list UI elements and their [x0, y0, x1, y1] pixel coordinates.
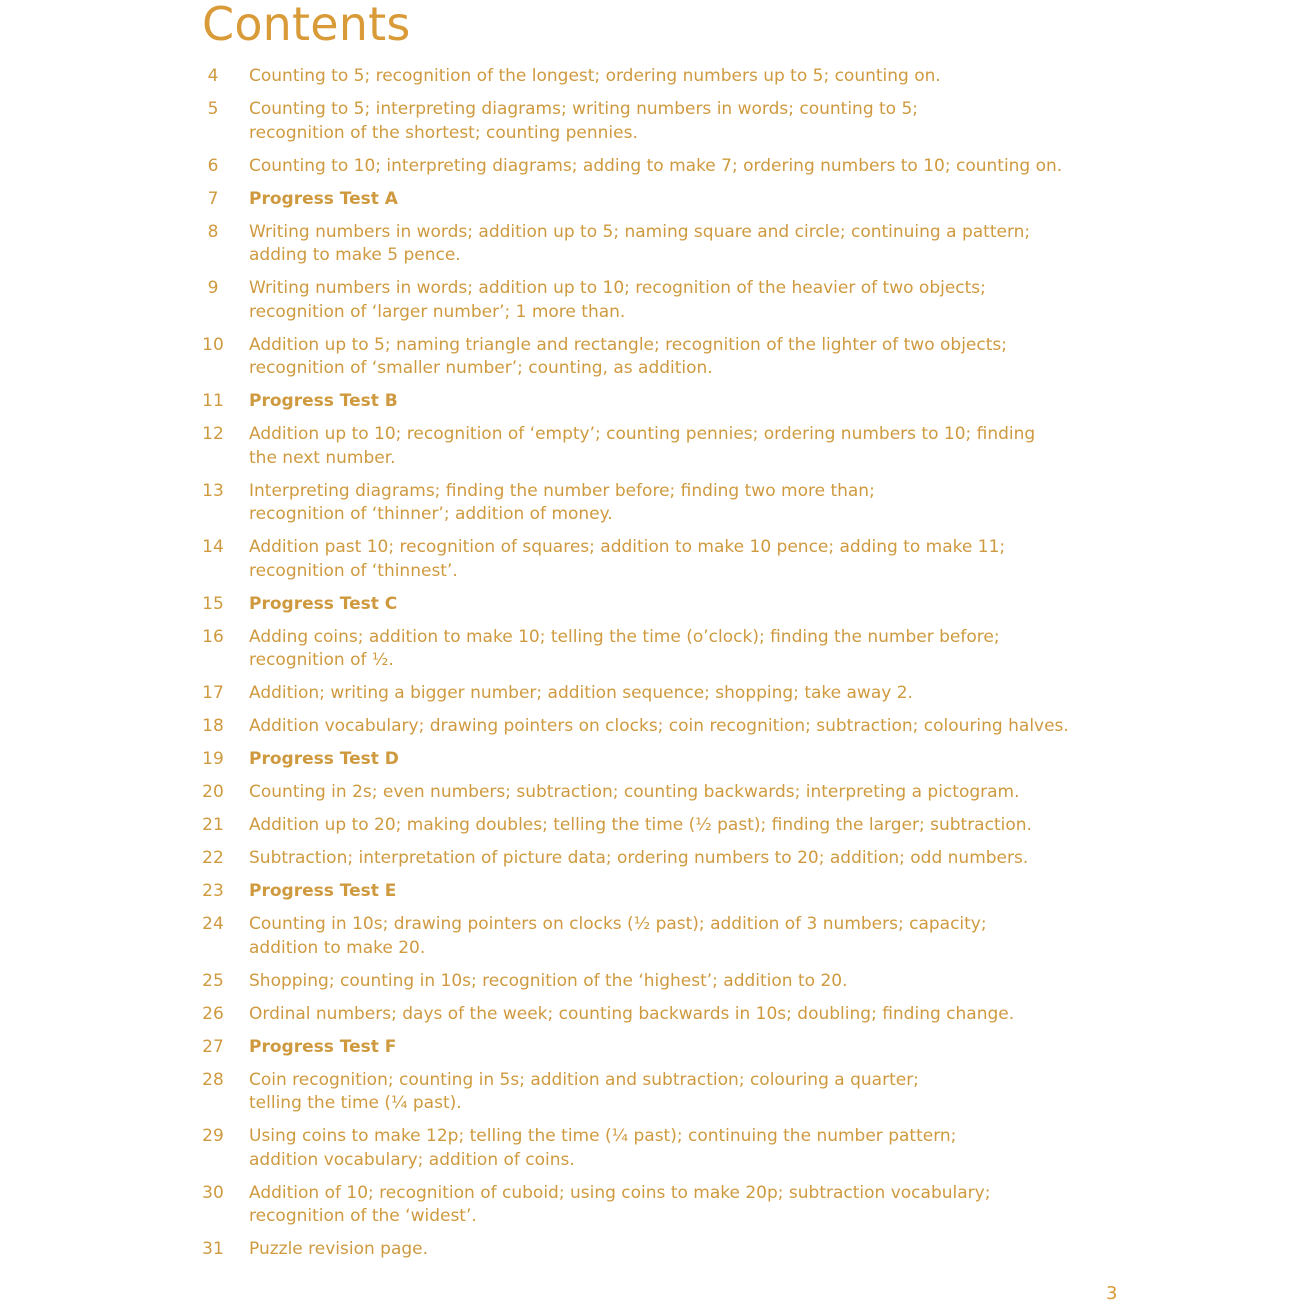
toc-page-number — [200, 536, 249, 560]
toc-entry-text: Counting to 5; interpreting diagrams; writing numbers in words; counting to 5; recognition of the shortest; counting pennies. — [249, 99, 919, 143]
toc-page-number — [200, 65, 249, 89]
toc-entry — [200, 1125, 1210, 1172]
toc-entry-text: Shopping; counting in 10s; recognition of the ‘highest’; addition to 20. — [249, 970, 848, 991]
toc-page-number — [200, 334, 249, 358]
toc-page-number — [200, 970, 249, 994]
toc-entry-text: Addition up to 20; making doubles; telling the time (½ past); finding the larger; subtraction. — [249, 815, 1032, 835]
toc-entry-text: Progress Test E — [249, 881, 397, 901]
page-number: 3 — [1106, 1283, 1118, 1304]
toc-page-number-label: 14 — [202, 537, 224, 557]
toc-page-number — [200, 715, 249, 739]
toc-page-number-label: 4 — [207, 66, 219, 86]
toc-entry — [200, 970, 1210, 994]
toc-entry — [200, 814, 1210, 838]
toc-entry-text: Addition up to 10; recognition of ‘empty’; counting pennies; ordering numbers to 10; finding the next number. — [249, 424, 1036, 468]
toc-page-number — [200, 814, 249, 838]
toc-entry-text: Coin recognition; counting in 5s; addition and subtraction; colouring a quarter; telling the time (¼ past). — [249, 1069, 919, 1113]
toc-entry-text: Using coins to make 12p; telling the time (¼ past); continuing the number pattern; addition vocabulary; addition of coins. — [249, 1126, 957, 1170]
toc-entry-text: Addition past 10; recognition of squares; addition to make 10 pence; adding to make 11; recognition of ‘thinnest’. — [249, 537, 1006, 581]
toc-page-number-label: 21 — [202, 815, 224, 835]
toc-entry — [200, 334, 1210, 381]
toc-entry — [200, 155, 1210, 179]
toc-entry-text: Adding coins; addition to make 10; telling the time (o’clock); finding the number before; recognition of ½. — [249, 626, 1000, 670]
toc-entry-text: Progress Test D — [249, 749, 399, 769]
toc-entry-progress-test — [200, 880, 1210, 904]
toc-page-number-label: 15 — [202, 593, 224, 614]
toc-entry — [200, 480, 1210, 527]
toc-entry-text: Progress Test A — [249, 188, 398, 209]
toc-page-number — [200, 221, 249, 245]
toc-page-number-label: 18 — [202, 716, 224, 736]
toc-entry-text: Writing numbers in words; addition up to 5; naming square and circle; continuing a pattern; adding to make 5 pence. — [249, 221, 1031, 265]
toc-entry — [200, 626, 1210, 673]
toc-entry — [200, 847, 1210, 871]
toc-page-number-label: 24 — [202, 914, 224, 934]
toc-page-number — [200, 748, 249, 772]
toc-page-number — [200, 1003, 249, 1027]
toc-page-number — [200, 1182, 249, 1206]
toc-entry-progress-test — [200, 390, 1210, 414]
toc-page-number-label: 23 — [202, 881, 224, 901]
toc-entry — [200, 1238, 1210, 1262]
toc-page-number-label: 16 — [202, 626, 224, 647]
toc-page-number-label: 19 — [202, 749, 224, 769]
toc-entry — [200, 1182, 1210, 1229]
toc-entry-text: Addition up to 5; naming triangle and rectangle; recognition of the lighter of two objects; recognition of ‘smaller number’; counting, as addition. — [249, 334, 1007, 378]
toc-entry-text: Puzzle revision page. — [249, 1239, 429, 1259]
toc-page-number — [200, 626, 249, 650]
toc-page-number-label: 12 — [202, 424, 224, 444]
toc-entry-text: Progress Test B — [249, 391, 398, 411]
toc-page-number-label: 29 — [202, 1126, 224, 1146]
toc-page-number — [200, 277, 249, 301]
toc-page-number — [200, 1125, 249, 1149]
toc-page-number-label: 13 — [202, 480, 224, 501]
toc-entry-text: Counting in 2s; even numbers; subtraction; counting backwards; interpreting a pictogram. — [249, 782, 1020, 802]
toc-entry-progress-test — [200, 1036, 1210, 1060]
toc-page-number-label: 26 — [202, 1003, 224, 1024]
toc-page-number — [200, 682, 249, 706]
toc-entry-progress-test — [200, 748, 1210, 772]
toc-entry — [200, 65, 1210, 89]
toc-entry — [200, 221, 1210, 268]
toc-entry-text: Counting in 10s; drawing pointers on clocks (½ past); addition of 3 numbers; capacity; addition to make 20. — [249, 914, 987, 958]
toc-entry — [200, 682, 1210, 706]
toc-entry — [200, 913, 1210, 960]
toc-page-number-label: 9 — [207, 278, 219, 298]
toc-page-number — [200, 847, 249, 871]
toc-page-number — [200, 480, 249, 504]
toc-page-number — [200, 423, 249, 447]
toc-page-number — [200, 98, 249, 122]
toc-page-number — [200, 880, 249, 904]
toc-entry-text: Addition vocabulary; drawing pointers on clocks; coin recognition; subtraction; colouring halves. — [249, 716, 1069, 736]
toc-entry — [200, 423, 1210, 470]
toc-page-number — [200, 1069, 249, 1093]
toc-entry-text: Subtraction; interpretation of picture data; ordering numbers to 20; addition; odd numbers. — [249, 848, 1029, 868]
page-title: Contents — [202, 0, 411, 51]
toc-entry-text: Ordinal numbers; days of the week; counting backwards in 10s; doubling; finding change. — [249, 1003, 1015, 1024]
toc-page-number — [200, 913, 249, 937]
toc-page-number-label: 30 — [202, 1182, 224, 1203]
toc-page-number-label: 27 — [202, 1036, 224, 1057]
toc-entry-text: Progress Test F — [249, 1036, 397, 1057]
toc-entry-text: Interpreting diagrams; finding the number before; finding two more than; recognition of ‘thinner’; addition of money. — [249, 480, 875, 524]
toc-page-number-label: 28 — [202, 1069, 224, 1090]
toc-page-number — [200, 390, 249, 414]
toc-page-number — [200, 155, 249, 179]
toc-page-number-label: 7 — [207, 188, 219, 209]
toc-entry-text: Counting to 5; recognition of the longest; ordering numbers up to 5; counting on. — [249, 66, 941, 86]
toc-entry — [200, 781, 1210, 805]
toc-entry — [200, 536, 1210, 583]
toc-page-number-label: 5 — [207, 99, 219, 119]
toc-page-number-label: 10 — [202, 334, 224, 355]
toc-entry-text: Writing numbers in words; addition up to 10; recognition of the heavier of two objects; recognition of ‘larger number’; 1 more than. — [249, 278, 986, 322]
toc-page-number — [200, 593, 249, 617]
toc-entry — [200, 1003, 1210, 1027]
toc-entry — [200, 98, 1210, 145]
toc-page-number — [200, 188, 249, 212]
toc-entry-progress-test — [200, 593, 1210, 617]
toc-page-number-label: 31 — [202, 1239, 224, 1259]
toc-entry-text: Counting to 10; interpreting diagrams; adding to make 7; ordering numbers to 10; counting on. — [249, 155, 1063, 176]
toc-page-number-label: 11 — [202, 391, 224, 411]
toc-entry — [200, 277, 1210, 324]
toc-page-number — [200, 1036, 249, 1060]
toc-page-number-label: 6 — [207, 155, 219, 176]
toc-page-number — [200, 781, 249, 805]
toc-page-number-label: 22 — [202, 848, 224, 868]
toc-entry-text: Addition; writing a bigger number; addition sequence; shopping; take away 2. — [249, 683, 913, 703]
toc-entry-progress-test — [200, 188, 1210, 212]
contents-list — [200, 65, 1210, 1271]
toc-entry-text: Addition of 10; recognition of cuboid; using coins to make 20p; subtraction vocabulary; recognition of the ‘widest’. — [249, 1182, 991, 1226]
toc-page-number-label: 17 — [202, 683, 224, 703]
toc-page-number — [200, 1238, 249, 1262]
toc-entry — [200, 715, 1210, 739]
toc-page-number-label: 25 — [202, 970, 224, 991]
toc-entry-text: Progress Test C — [249, 593, 398, 614]
toc-entry — [200, 1069, 1210, 1116]
toc-page-number-label: 8 — [207, 221, 219, 242]
toc-page-number-label: 20 — [202, 782, 224, 802]
